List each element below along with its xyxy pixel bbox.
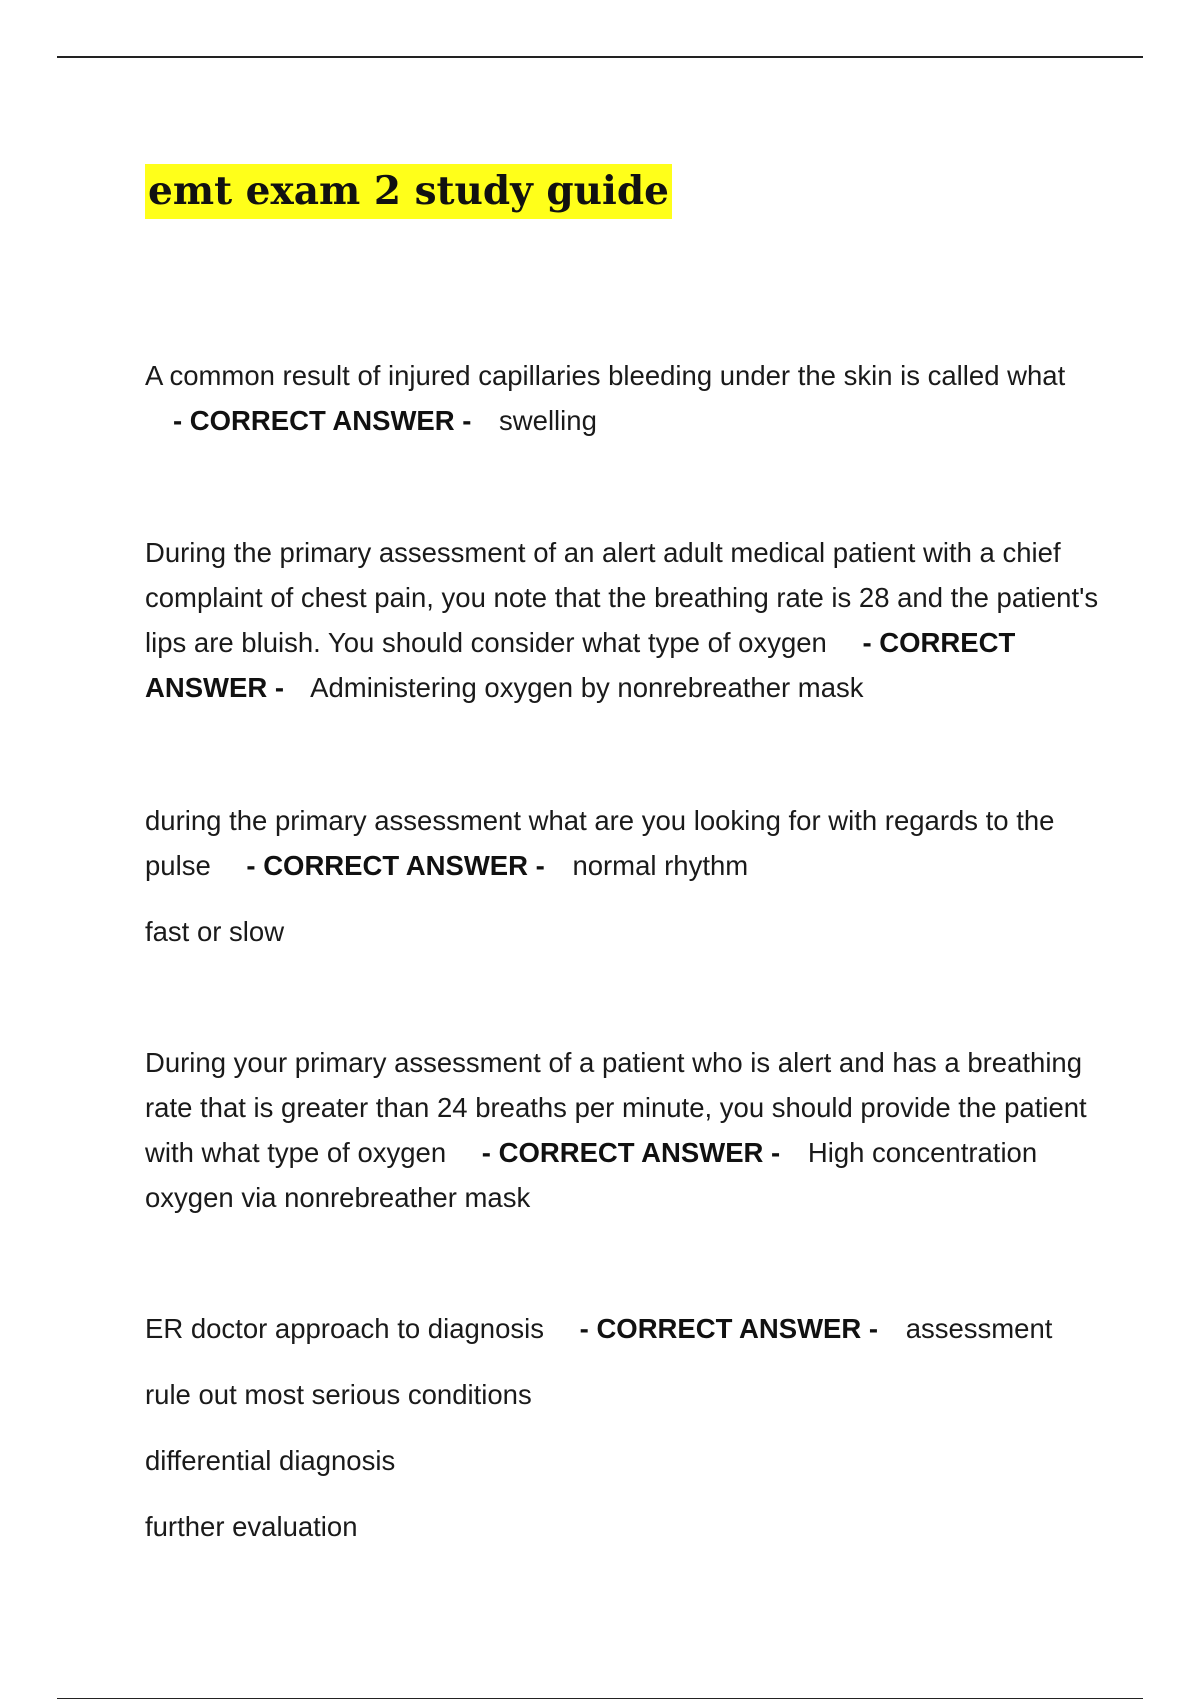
question-text: During the primary assessment of an alert adult medical patient with a chief complaint of chest pain, you note that the breathing rate is 28 and the patient's lips are bluish. You should consider what type of oxygen <box>145 537 1099 658</box>
answer-text: High concentration oxygen via nonrebreather mask <box>145 1137 1038 1213</box>
correct-answer-marker: - CORRECT ANSWER - <box>481 1137 781 1168</box>
qa-main-line <box>145 1306 1105 1351</box>
document-title: emt exam 2 study guide <box>145 164 672 219</box>
qa-item <box>145 1306 1105 1549</box>
qa-item <box>145 353 1105 443</box>
answer-extra-line: rule out most serious conditions <box>145 1379 532 1410</box>
question-text: ER doctor approach to diagnosis <box>145 1313 544 1344</box>
qa-main-line <box>145 530 1105 710</box>
qa-main-line <box>145 1040 1105 1220</box>
answer-extra-line: further evaluation <box>145 1511 358 1542</box>
question-text: A common result of injured capillaries bleeding under the skin is called what <box>145 360 1066 391</box>
qa-main-line <box>145 798 1105 888</box>
correct-answer-marker: - CORRECT ANSWER - <box>246 850 545 881</box>
qa-item <box>145 798 1105 954</box>
answer-extra-line: fast or slow <box>145 916 285 947</box>
qa-item <box>145 1040 1105 1220</box>
answer-text: assessment <box>905 1313 1053 1344</box>
answer-extra-line: differential diagnosis <box>145 1445 396 1476</box>
answer-text: Administering oxygen by nonrebreather mask <box>310 672 864 703</box>
header-rule <box>57 56 1143 58</box>
question-text: During your primary assessment of a patient who is alert and has a breathing rate that is greater than 24 breaths per minute, you should provide the patient with what type of oxygen <box>145 1047 1087 1168</box>
correct-answer-marker: - CORRECT ANSWER - <box>145 627 1016 703</box>
footer-rule <box>57 1698 1143 1699</box>
correct-answer-marker: - CORRECT ANSWER - <box>173 405 472 436</box>
answer-text: swelling <box>499 405 597 436</box>
answer-text: normal rhythm <box>572 850 749 881</box>
qa-main-line <box>145 353 1105 443</box>
qa-item <box>145 530 1105 710</box>
question-text: during the primary assessment what are you looking for with regards to the pulse <box>145 805 1055 881</box>
correct-answer-marker: - CORRECT ANSWER - <box>579 1313 879 1344</box>
